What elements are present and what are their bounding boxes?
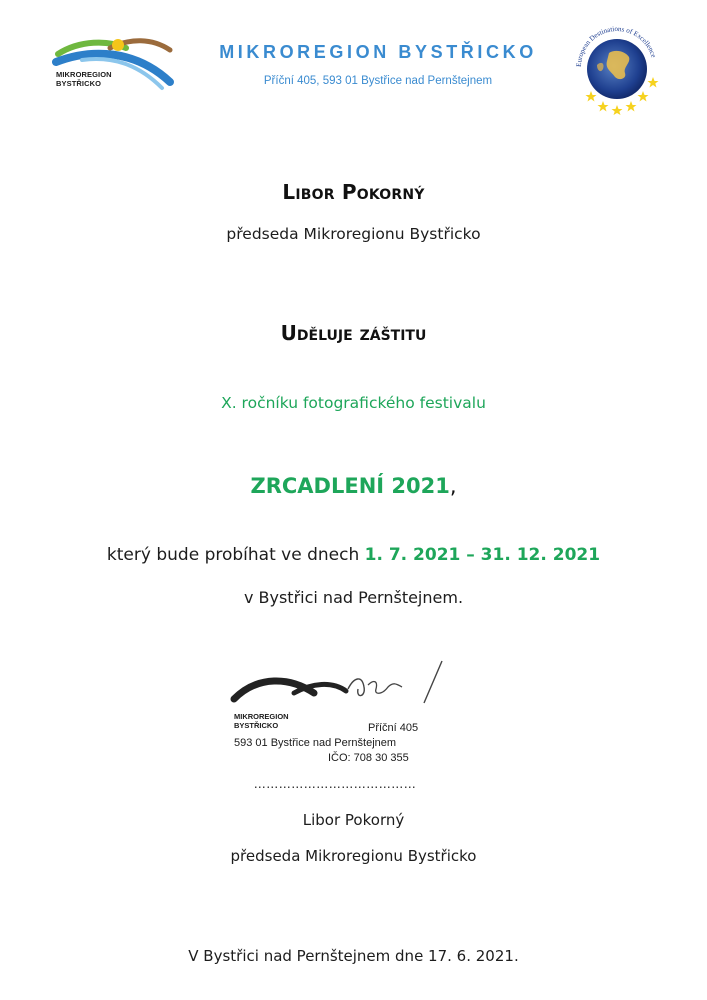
logo-caption — [56, 70, 112, 88]
patron-name: Libor Pokorný — [282, 180, 425, 204]
signature-mark — [348, 679, 364, 696]
dates-prefix: který bude probíhat ve dnech — [106, 545, 365, 565]
stamp-street: Příční 405 — [368, 722, 419, 734]
stamp-city: 593 01 Bystřice nad Pernštejnem — [234, 737, 397, 749]
date-and-place: V Bystřici nad Pernštejnem dne 17. 6. 2021. — [188, 947, 519, 965]
organization-address: Příční 405, 593 01 Bystřice nad Pernštejnem — [263, 75, 493, 87]
organization-title: MIKROREGION BYSTŘICKO — [219, 42, 537, 62]
festival-dates-line — [0, 545, 707, 565]
badge-arc-text: European Destinations of Excellence — [574, 24, 658, 68]
festival-place: v Bystřici nad Pernštejnem. — [243, 588, 464, 607]
logo-caption-line1: MIKROREGION — [56, 70, 112, 79]
signatory-role: předseda Mikroregionu Bystřicko — [230, 847, 477, 865]
logo-caption-line2: BYSTŘICKO — [56, 79, 102, 88]
signatory-name: Libor Pokorný — [302, 811, 405, 829]
festival-edition: X. ročníku fotografického festivalu — [221, 394, 486, 412]
festival-comma: , — [449, 474, 457, 498]
patron-role: předseda Mikroregionu Bystřicko — [226, 225, 481, 243]
stamp-ico: IČO: 708 30 355 — [328, 752, 409, 764]
festival-name: ZRCADLENÍ 2021 — [250, 474, 450, 498]
official-stamp — [228, 655, 450, 770]
grant-heading: Uděluje záštitu — [280, 321, 427, 345]
festival-dates: 1. 7. 2021 – 31. 12. 2021 — [364, 545, 601, 565]
stamp-line1: MIKROREGION — [234, 712, 289, 721]
stamp-line2: BYSTŘICKO — [234, 721, 279, 730]
signature-line: ………………………………… — [253, 777, 417, 791]
festival-name-line — [0, 474, 707, 498]
eden-globe-badge — [571, 19, 663, 115]
